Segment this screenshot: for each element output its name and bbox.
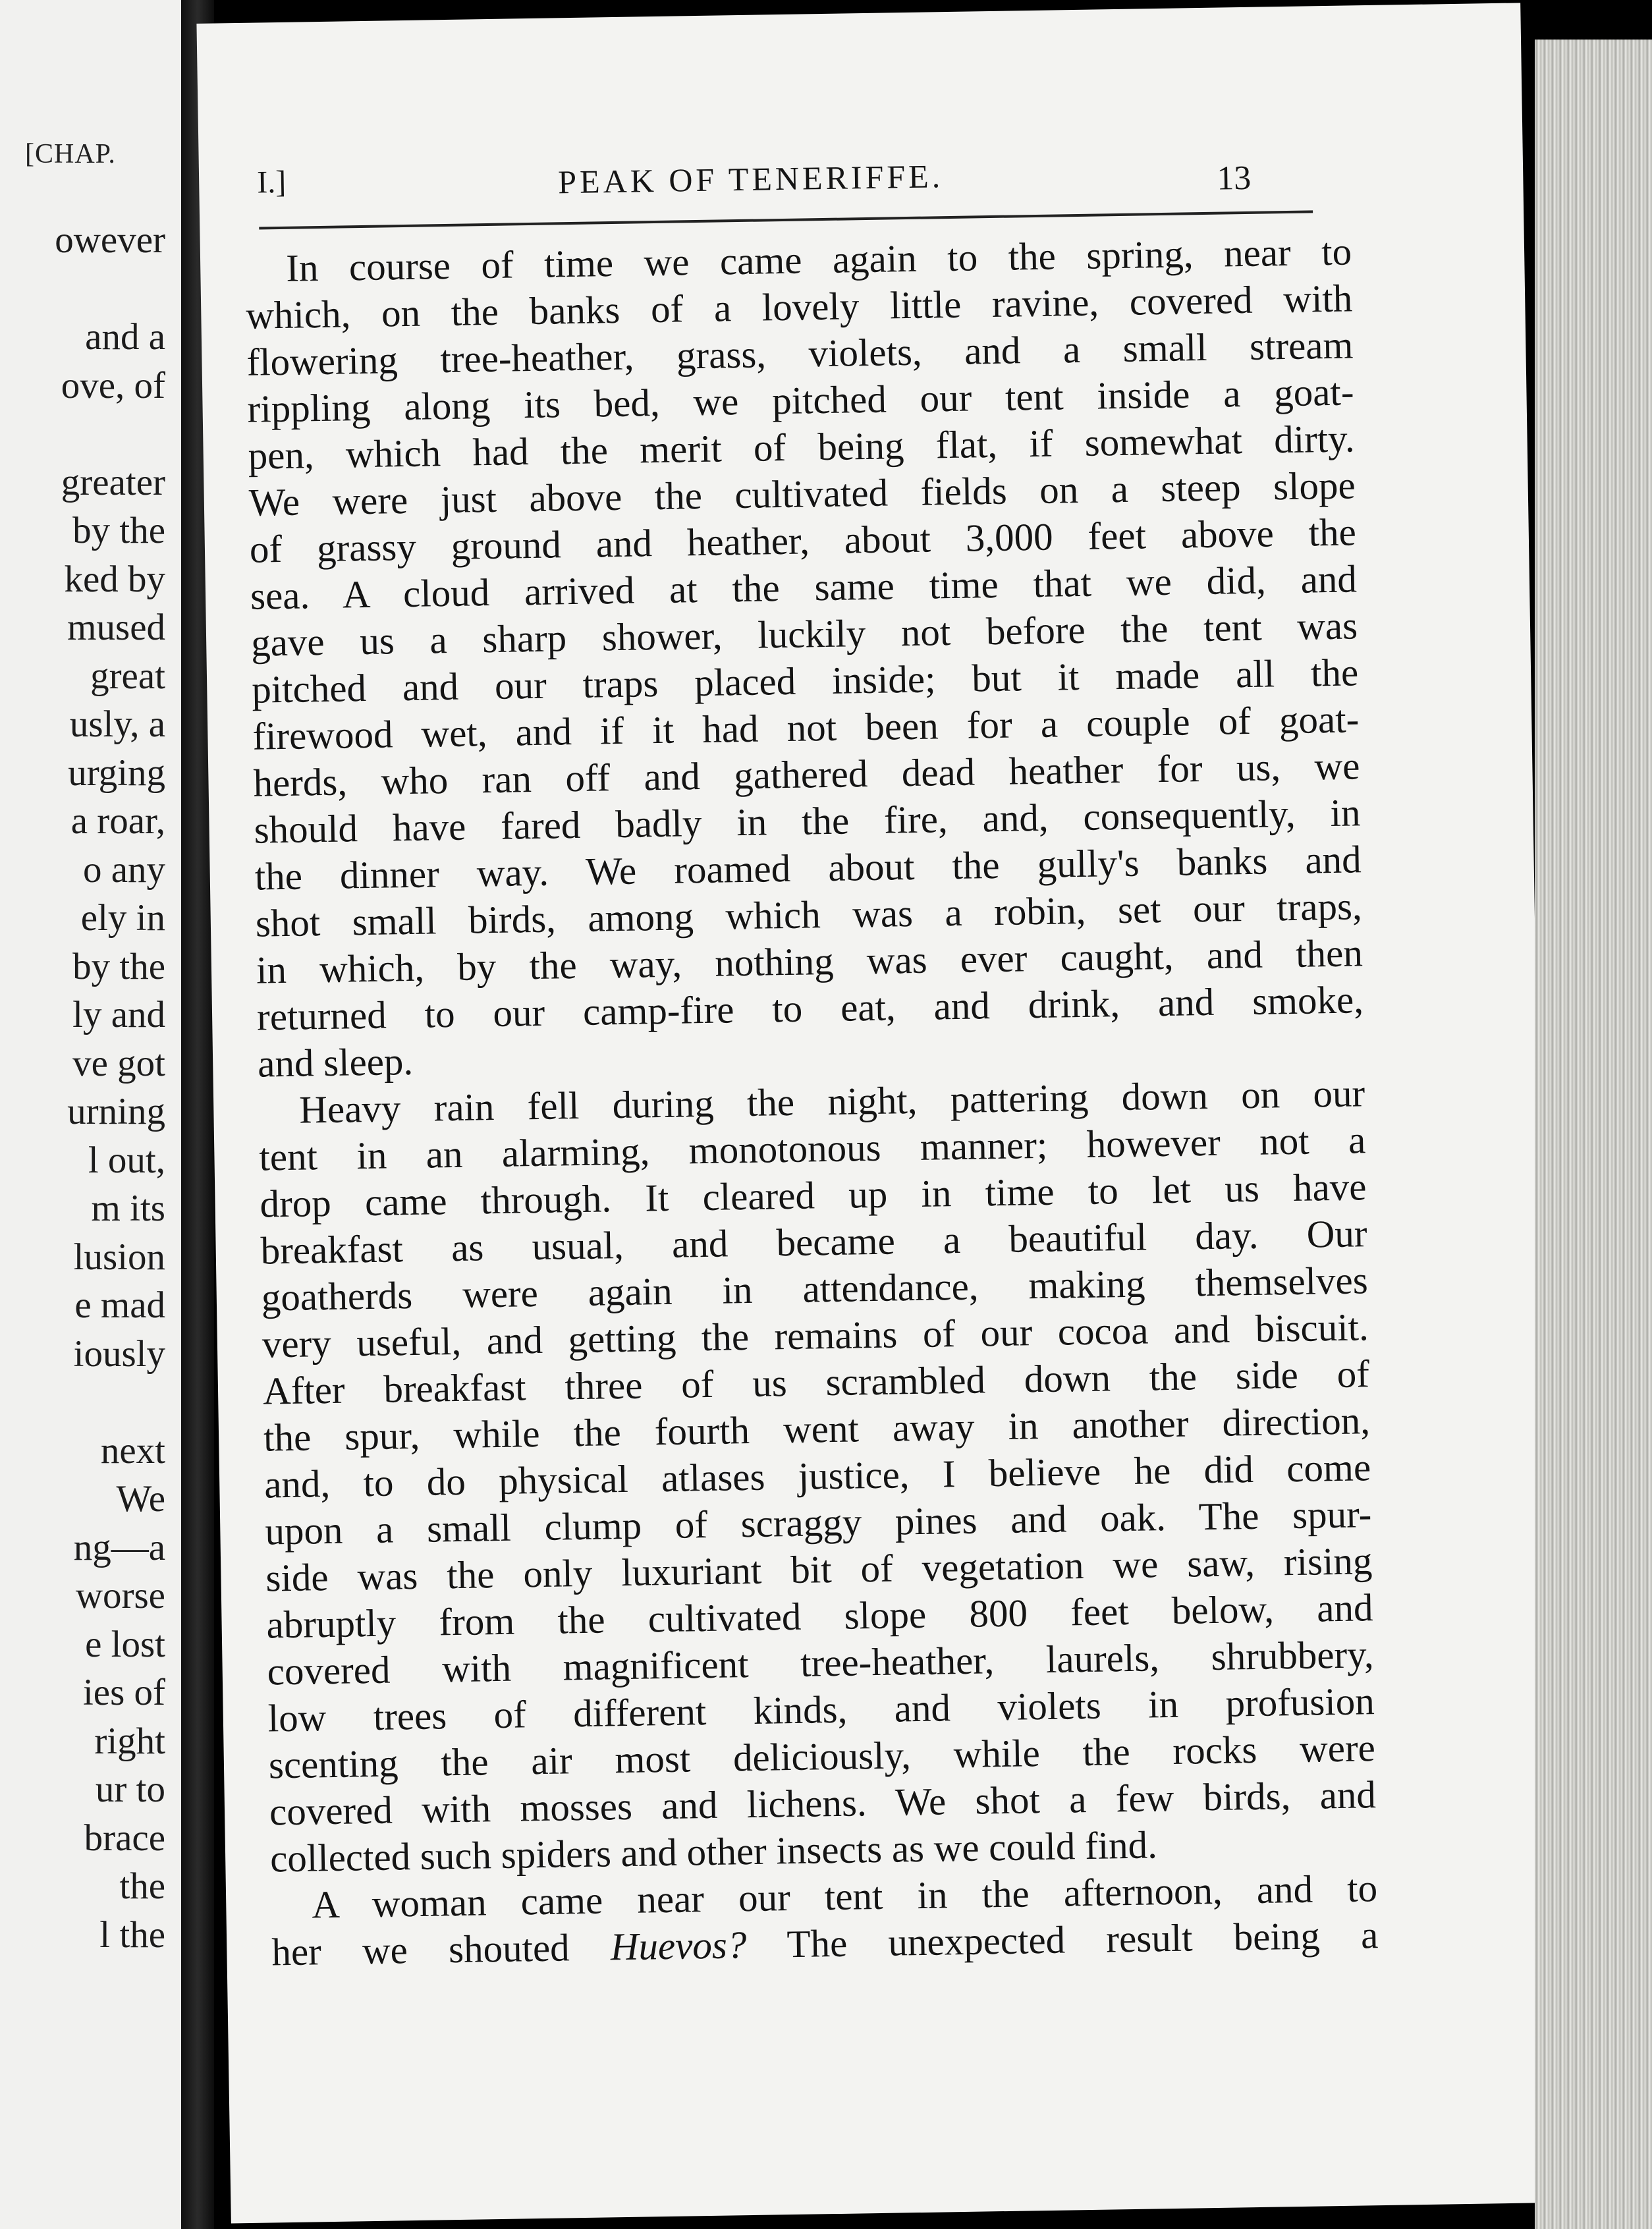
text-line: scenting the air most deliciously, while the rocks were <box>268 1726 1376 1787</box>
left-page-line: ked by <box>64 558 165 600</box>
left-page-line: mused <box>67 607 165 648</box>
text-line: tent in an alarming, monotonous manner; however not a <box>258 1118 1366 1179</box>
text-line: firewood wet, and if it had not been for a couple of goat- <box>252 697 1360 758</box>
left-page-line: urging <box>68 752 165 794</box>
left-page-line: owever <box>55 219 165 261</box>
left-page-line: and a <box>85 316 165 358</box>
paragraph <box>258 1070 1377 1882</box>
left-page-text <box>55 216 165 1959</box>
text-line: in which, by the way, nothing was ever caught, and then <box>256 931 1363 992</box>
left-page-line: urning <box>67 1091 165 1132</box>
previous-page <box>0 0 181 2229</box>
text-line: and, to do physical atlases justice, I believe he did come <box>263 1445 1371 1506</box>
text-line: should have fared badly in the fire, and, consequently, in <box>254 790 1361 852</box>
left-page-line: greater <box>61 461 165 503</box>
left-page-line: iously <box>73 1333 165 1375</box>
text-line: pen, which had the merit of being flat, if somewhat dirty. <box>248 416 1356 478</box>
body-text <box>245 228 1379 1975</box>
left-page-line: brace <box>84 1817 165 1859</box>
text-line: and sleep. <box>257 1039 414 1086</box>
text-line: We were just above the cultivated fields on a steep slope <box>248 463 1356 524</box>
current-page <box>196 3 1555 2223</box>
text-line: low trees of different kinds, and violets in profusion <box>267 1679 1375 1740</box>
left-page-line: l the <box>99 1913 165 1956</box>
page-edges <box>1535 40 1652 2229</box>
left-page-line: next <box>100 1429 165 1472</box>
italic-word: Huevos? <box>610 1923 747 1969</box>
left-page-line: o any <box>82 848 165 891</box>
text-line: very useful, and getting the remains of our cocoa and biscuit. <box>262 1305 1369 1366</box>
header-rule <box>259 210 1313 229</box>
left-page-line: usly, a <box>69 703 165 745</box>
page-number: 13 <box>1216 159 1252 198</box>
text-line: shot small birds, among which was a robin, set our traps, <box>255 884 1363 945</box>
left-page-line: ur to <box>95 1769 165 1810</box>
text-line: rippling along its bed, we pitched our tent inside a goat- <box>247 370 1354 431</box>
paragraph <box>245 228 1365 1087</box>
left-page-line: ies of <box>82 1672 165 1713</box>
left-page-line <box>55 1378 165 1427</box>
text-line: drop came through. It cleared up in time to let us have <box>260 1165 1367 1226</box>
text-line: which, on the banks of a lovely little ravine, covered with <box>245 276 1353 337</box>
left-page-line: l out, <box>88 1139 165 1181</box>
text-line: covered with mosses and lichens. We shot a few birds, and <box>269 1773 1377 1834</box>
left-page-line: right <box>94 1720 165 1762</box>
text-line: her we shouted Huevos? The unexpected result being a <box>271 1913 1379 1974</box>
left-page-line: by the <box>72 510 165 551</box>
text-line: returned to our camp-fire to eat, and drink, and smoke, <box>256 977 1364 1039</box>
text-line: goatherds were again in attendance, making themselves <box>261 1258 1369 1319</box>
left-page-line: We <box>116 1478 165 1520</box>
text-line: side was the only luxuriant bit of vegetation we saw, rising <box>265 1539 1373 1600</box>
text-line: of grassy ground and heather, about 3,000 feet above the <box>249 510 1357 571</box>
left-page-line: lusion <box>73 1236 165 1278</box>
left-page-line <box>55 410 165 458</box>
left-page-line: ly and <box>72 994 165 1035</box>
text-line: collected such spiders and other insects as we could find. <box>269 1823 1158 1881</box>
text-line: the dinner way. We roamed about the gully's banks and <box>254 837 1362 898</box>
left-page-line: by the <box>72 945 165 987</box>
left-running-head: [CHAP. <box>25 139 116 169</box>
left-page-line: the <box>119 1865 165 1907</box>
left-page-line: a roar, <box>70 800 165 842</box>
text-line: pitched and our traps placed inside; but it made all the <box>251 650 1359 711</box>
left-page-line: ove, of <box>61 364 165 406</box>
left-page-line <box>55 265 165 314</box>
text-line: sea. A cloud arrived at the same time that we did, and <box>250 557 1358 618</box>
text-line: breakfast as usual, and became a beautiful day. Our <box>260 1211 1368 1273</box>
left-page-line: ng—a <box>73 1526 165 1568</box>
left-page-line: worse <box>75 1575 165 1616</box>
text-line: Heavy rain fell during the night, pattering down on our <box>298 1071 1365 1132</box>
left-page-line: ve got <box>72 1042 165 1084</box>
text-line: gave us a sharp shower, luckily not before the tent was <box>250 603 1358 665</box>
text-line: herds, who ran off and gathered dead heather for us, we <box>253 744 1360 805</box>
left-page-line: e lost <box>85 1623 165 1665</box>
left-page-line: e mad <box>74 1284 165 1326</box>
chapter-marker: I.] <box>256 164 287 200</box>
running-title: PEAK OF TENERIFFE. <box>557 157 944 201</box>
text-line: covered with magnificent tree-heather, laurels, shrubbery, <box>267 1632 1375 1693</box>
text-line: In course of time we came again to the spring, near to <box>285 229 1352 290</box>
text-line: abruptly from the cultivated slope 800 feet below, and <box>266 1585 1373 1647</box>
text-line: upon a small clump of scraggy pines and oak. The spur- <box>264 1492 1372 1553</box>
text-line: A woman came near our tent in the afternoon, and to <box>311 1866 1378 1927</box>
text-line: flowering tree-heather, grass, violets, and a small stream <box>246 323 1354 384</box>
paragraph <box>271 1865 1379 1975</box>
left-page-line: great <box>90 655 165 697</box>
text-line: After breakfast three of us scrambled down the side of <box>262 1352 1370 1413</box>
text-line: the spur, while the fourth went away in another direction, <box>263 1398 1371 1460</box>
left-page-line: m its <box>91 1188 165 1229</box>
left-page-line: ely in <box>80 897 165 939</box>
